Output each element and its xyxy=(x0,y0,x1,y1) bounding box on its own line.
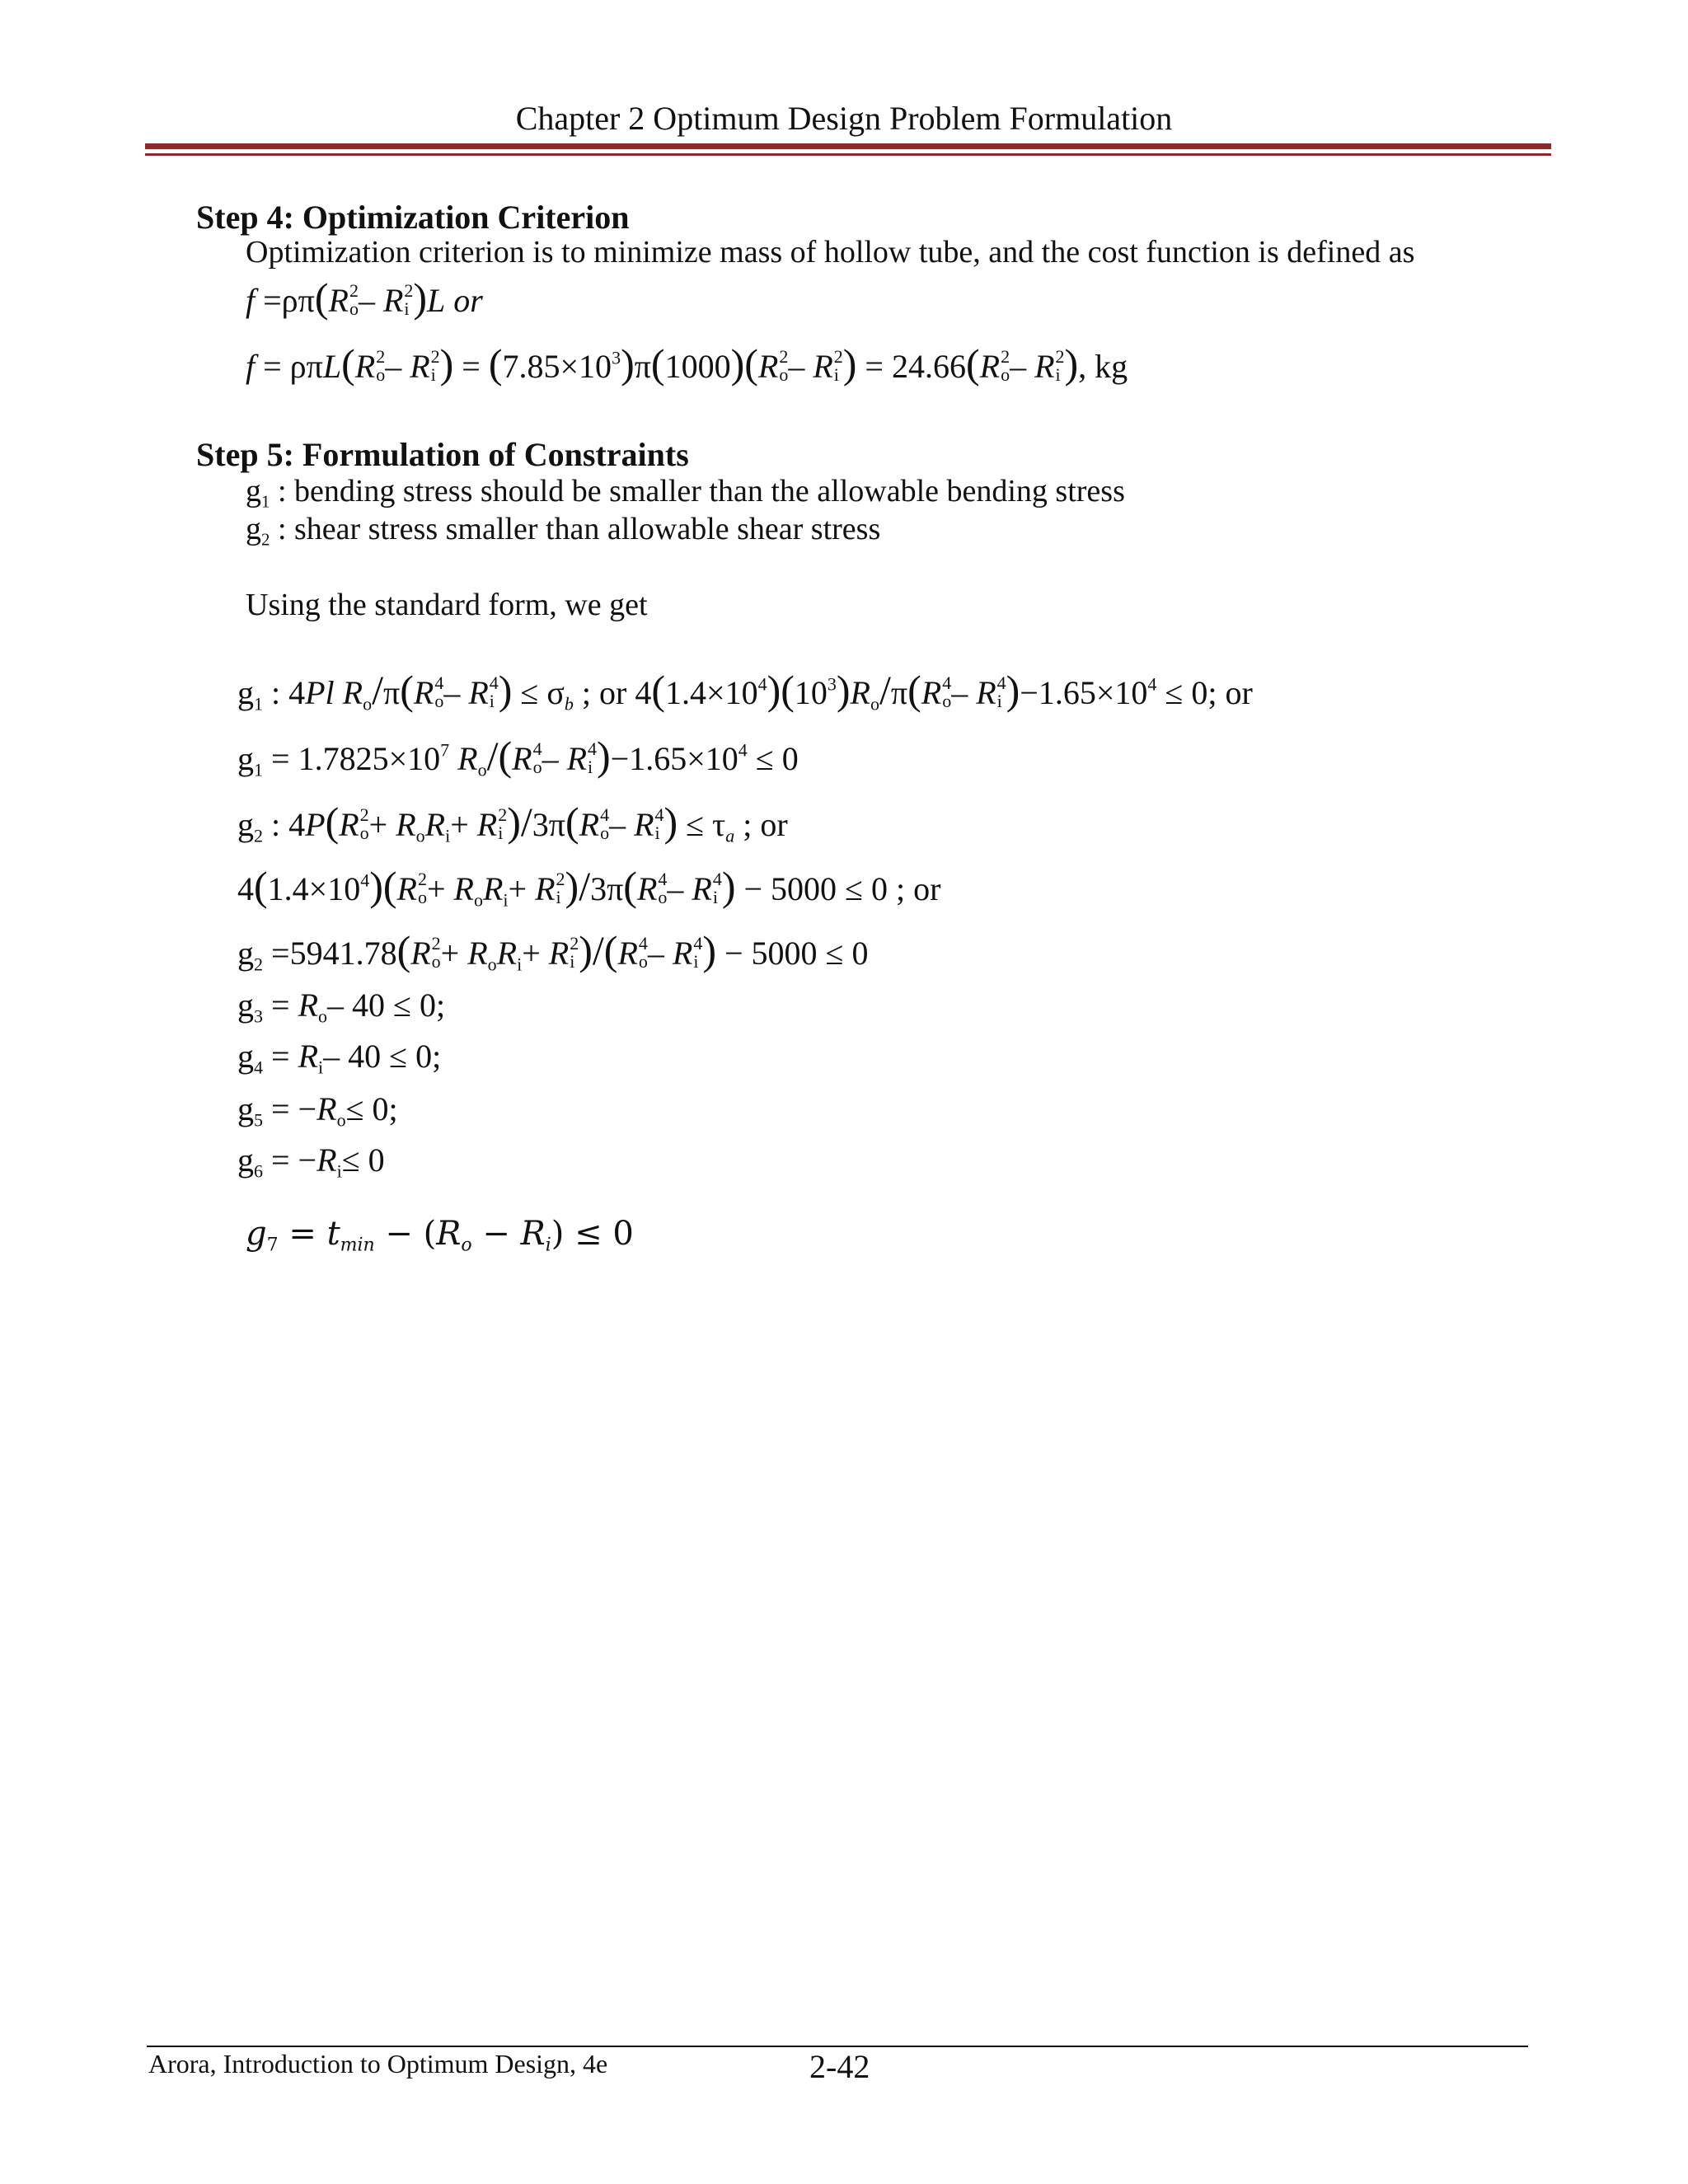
g1-description: $g_1$ : bending stress should be smaller than the allowable bending stress xyxy=(246,474,1125,512)
g1-limit-a: 1.65 xyxy=(1038,674,1096,711)
step5-heading: Step 5: Formulation of Constraints xyxy=(196,436,689,473)
step4-heading: Step 4: Optimization Criterion xyxy=(196,199,630,236)
cost-function-eq-2: f = ρπL(R 2 o – R 2 i ) = $(7.85\times 10^3)\pi(1000)(R$ 2 o – R 2 i ) = 24.66(R 2 o – R 2 i ), kg xyxy=(246,340,1128,387)
g1-desc-text: : bending stress should be smaller than the allowable bending stress xyxy=(277,474,1125,509)
g2-equation-c: $g_2 =5941.78(R$ 2 o + $R_oR_i+ R$ 2 i )/(R 4 o – R 4 i ) − 5000 ≤ 0 xyxy=(237,927,869,975)
cost-function-eq-1: f =ρπ(R 2 o – R 2 i )L or xyxy=(246,274,483,321)
g2-limit-b: 5000 xyxy=(751,935,818,972)
g2-equation-b: $4(1.4\times 10^4)(R$ 2 o + $R_oR_i+ R$ 2 i )/3π(R 4 o – R 4 i ) − 5000 ≤ 0 ; or xyxy=(237,863,941,911)
g7-equation: $g_7 = t_{min} - (R_o - R_i) \le 0$ xyxy=(246,1215,634,1256)
g5-equation: $g_5 = -R_o\le 0$; xyxy=(237,1090,398,1131)
header-rule xyxy=(145,143,1551,149)
cost-coefficient: 24.66 xyxy=(891,348,966,385)
header-rule-thin xyxy=(145,153,1551,156)
g6-equation: $g_6 = -R_i\le 0$ xyxy=(237,1141,385,1182)
g3-equation: $g_3 = R_o-$ 40 ≤ 0; xyxy=(237,987,446,1027)
g2-description: $g_2$ : shear stress smaller than allowable shear stress xyxy=(246,512,881,550)
density-value: 7.85 xyxy=(502,348,560,385)
or-label: or xyxy=(453,282,483,319)
g1-equation-b: $g_1 = 1.7825\times 10^7$ $R_o/(R$ 4 o – R 4 i )$-1.65\times 10^4 \le 0$ xyxy=(237,733,799,780)
page-number: 2-42 xyxy=(809,2048,870,2085)
g4-limit: 40 xyxy=(348,1038,382,1075)
g2-desc-text: : shear stress smaller than allowable shear stress xyxy=(277,512,881,546)
g3-limit: 40 xyxy=(352,987,385,1024)
mass-unit: , kg xyxy=(1078,348,1128,385)
g1-equation-a: $g_1$ : 4Pl $R_o/\pi(R$ 4 o – R 4 i ) ≤ $\sigma_b$ ; or $4(1.4\times 10^4)(10^3)R_o/\pi(R$ 4 o – R 4 i )$-1.65\times 10^4 \le 0$; or xyxy=(237,667,1253,715)
g1-limit-b: 1.65 xyxy=(629,740,687,777)
density-exponent: 3 xyxy=(612,347,621,368)
g2-equation-a: $g_2$ : 4P(R 2 o + $R_oR_i+ R$ 2 i )/3π(R 4 o – R 4 i ) ≤ $\tau_a$ ; or xyxy=(237,799,788,846)
g2-coefficient: 5941.78 xyxy=(289,935,397,972)
footer-citation: Arora, Introduction to Optimum Design, 4e xyxy=(148,2049,608,2079)
length-value: 1000 xyxy=(664,348,731,385)
standard-form-intro: Using the standard form, we get xyxy=(246,588,648,622)
g1-coefficient: 1.7825 xyxy=(298,740,389,777)
g4-equation: $g_4 = R_i-$ 40 ≤ 0; xyxy=(237,1038,442,1078)
g2-limit-a: 5000 xyxy=(771,870,837,907)
page-header-title: Chapter 2 Optimum Design Problem Formulation xyxy=(515,100,1173,137)
step4-text: Optimization criterion is to minimize mass of hollow tube, and the cost function is defined as xyxy=(246,235,1415,269)
